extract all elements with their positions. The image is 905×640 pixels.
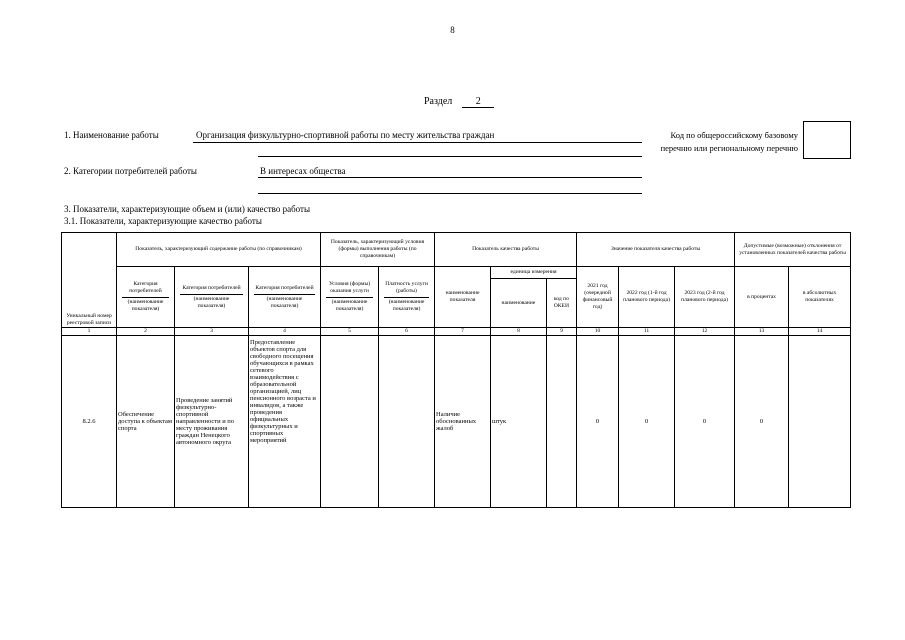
- header-percent: в процентах: [735, 267, 789, 328]
- header-unit: единица измерения: [491, 267, 576, 279]
- page-number: 8: [450, 25, 455, 35]
- consumer-category-underline: [258, 177, 642, 178]
- col-num: 14: [789, 328, 851, 336]
- header-quality-indicator: Показатель качества работы: [435, 233, 577, 267]
- header-absolute: в абсолютных показателях: [789, 267, 851, 328]
- work-name-underline-2: [258, 156, 642, 157]
- table-row: [62, 336, 851, 508]
- cell-deviation-percent: 0: [735, 336, 789, 508]
- col-num: 7: [435, 328, 491, 336]
- consumer-category-label: 2. Категории потребителей работы: [64, 166, 197, 176]
- col-num: 9: [547, 328, 577, 336]
- cell-payment: [379, 336, 435, 508]
- work-name-label: 1. Наименование работы: [64, 130, 159, 140]
- header-row-2: [62, 267, 851, 328]
- quality-indicators-table: [61, 232, 851, 508]
- indicators-heading: 3. Показатели, характеризующие объем и (или) качество работы: [64, 204, 311, 214]
- section-number: 2: [462, 96, 494, 108]
- cell-value-2022: 0: [619, 336, 675, 508]
- header-deviation: Допустимые (возможные) отклонения от установленных показателей качества работы: [735, 233, 851, 267]
- col-num: 13: [735, 328, 789, 336]
- work-name-underline: [193, 142, 642, 143]
- header-year-2021: 2021 год (очередной финансовый год): [577, 267, 619, 328]
- header-content-indicator: Показатель, характеризующий содержание работы (по справочникам): [117, 233, 321, 267]
- cell-registry-number: 8.2.6: [62, 336, 117, 508]
- header-category-3: Категория потребителей (наименование показателя): [249, 267, 321, 328]
- section-heading: [424, 96, 494, 108]
- cell-okei: [547, 336, 577, 508]
- column-number-row: [62, 328, 851, 336]
- cell-conditions: [321, 336, 379, 508]
- col-num: 8: [491, 328, 547, 336]
- col-num: 12: [675, 328, 735, 336]
- header-quality-values: Значение показателя качества работы: [577, 233, 735, 267]
- cell-content-3: Предоставление объектов спорта для свободного посещения обучающихся в рамках сетевого взаимодействия с образовательной организацией, лиц пенсионного возраста и инвалидов, а также проведения официальных физкультурных и спортивных мероприятий: [249, 336, 321, 508]
- section-label: Раздел: [424, 96, 453, 107]
- col-num: 10: [577, 328, 619, 336]
- header-unique-number: Уникальный номер реестровой записи: [62, 233, 117, 328]
- cell-value-2023: 0: [675, 336, 735, 508]
- header-unit-name: наименование: [491, 279, 547, 327]
- header-category-1: Категория потребителей (наименование показателя): [117, 267, 175, 328]
- header-year-2022: 2022 год (1-й год планового периода): [619, 267, 675, 328]
- header-conditions-indicator: Показатель, характеризующий условия (формы) выполнения работы (по справочникам): [321, 233, 435, 267]
- col-num: 5: [321, 328, 379, 336]
- cell-value-2021: 0: [577, 336, 619, 508]
- cell-content-1: Обеспечение доступа к объектам спорта: [117, 336, 175, 508]
- header-unit-group: [491, 267, 577, 328]
- cell-indicator-name: Наличие обоснованных жалоб: [435, 336, 491, 508]
- header-row-1: [62, 233, 851, 267]
- code-label: Код по общероссийскому базовому перечню или региональному перечню: [660, 130, 798, 153]
- col-num: 2: [117, 328, 175, 336]
- cell-content-2: Проведение занятий физкультурно-спортивной направленности и по месту проживания граждан Ненецкого автономного округа: [175, 336, 249, 508]
- col-num: 11: [619, 328, 675, 336]
- header-category-2: Категория потребителей (наименование показателя): [175, 267, 249, 328]
- header-year-2023: 2023 год (2-й год планового периода): [675, 267, 735, 328]
- header-indicator-name: наименование показателя: [435, 267, 491, 328]
- consumer-category-value: В интересах общества: [260, 166, 346, 176]
- cell-deviation-absolute: [789, 336, 851, 508]
- header-payment: Платность услуги (работы) (наименование показателя): [379, 267, 435, 328]
- cell-unit-name: штук: [491, 336, 547, 508]
- consumer-category-underline-2: [258, 193, 642, 194]
- quality-indicators-heading: 3.1. Показатели, характеризующие качество работы: [64, 216, 262, 226]
- col-num: 3: [175, 328, 249, 336]
- col-num: 6: [379, 328, 435, 336]
- header-okei: код по ОКЕИ: [553, 296, 569, 309]
- work-name-value: Организация физкультурно-спортивной работы по месту жительства граждан: [196, 130, 495, 140]
- col-num: 4: [249, 328, 321, 336]
- code-box: [803, 121, 851, 159]
- col-num: 1: [62, 328, 117, 336]
- header-conditions: Условия (формы) оказания услуги (наименование показателя): [321, 267, 379, 328]
